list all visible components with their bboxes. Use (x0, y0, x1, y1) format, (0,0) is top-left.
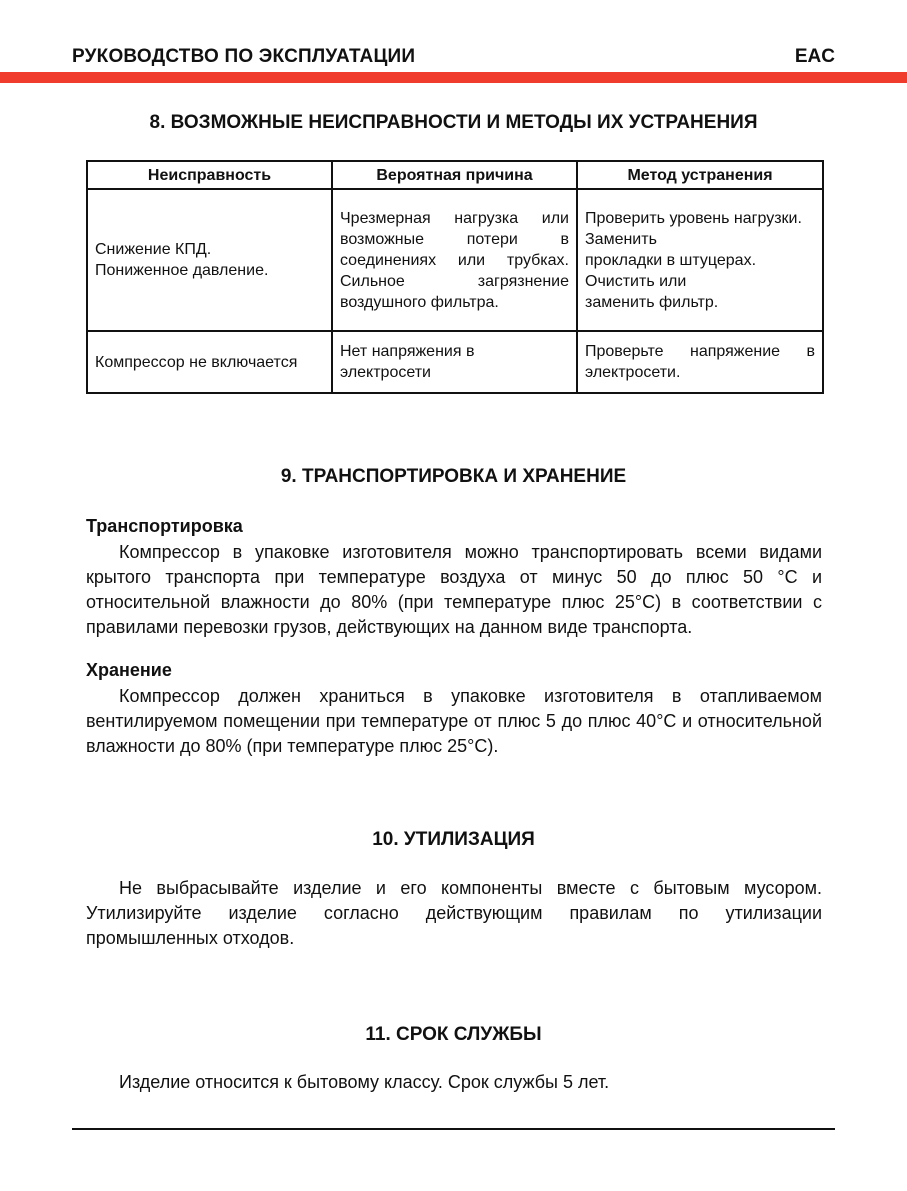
eac-mark: EAC (794, 46, 835, 67)
fix-cell: Проверьте напряжение в электросети. (577, 331, 823, 393)
storage-heading: Хранение (86, 660, 172, 680)
section-8-title: 8. ВОЗМОЖНЫЕ НЕИСПРАВНОСТИ И МЕТОДЫ ИХ УСТРАНЕНИЯ (149, 112, 758, 133)
table-row (87, 189, 823, 331)
transport-heading: Транспортировка (86, 516, 243, 536)
column-header-cause: Вероятная причина (332, 161, 577, 189)
section-9-title: 9. ТРАНСПОРТИРОВКА И ХРАНЕНИЕ (280, 466, 627, 487)
page-header (72, 46, 835, 70)
header-accent-bar (0, 72, 907, 83)
cause-cell: Чрезмерная нагрузка или возможные потери в соединениях или трубках. Сильное загрязнение воздушного фильтра. (332, 189, 577, 331)
service-life-text: Изделие относится к бытовому классу. Срок службы 5 лет. (119, 1072, 610, 1092)
faults-table (86, 160, 824, 394)
column-header-fault: Неисправность (87, 161, 332, 189)
fault-cell: Компрессор не включается (87, 331, 332, 393)
cause-cell: Нет напряжения в электросети (332, 331, 577, 393)
section-10-title: 10. УТИЛИЗАЦИЯ (372, 829, 535, 850)
footer-divider (72, 1128, 835, 1130)
fix-cell: Проверить уровень нагрузки. Заменить прокладки в штуцерах. Очистить или заменить фильтр. (577, 189, 823, 331)
table-row (87, 331, 823, 393)
column-header-fix: Метод устранения (577, 161, 823, 189)
table-header-row (87, 161, 823, 189)
storage-paragraph: Компрессор должен храниться в упаковке изготовителя в отапливаемом вентилируемом помещении при температуре от плюс 5 до плюс 40°С и относительной влажности до 80% (при температуре плюс 25°С). (86, 686, 822, 756)
section-11-title: 11. СРОК СЛУЖБЫ (365, 1024, 542, 1045)
disposal-paragraph: Не выбрасывайте изделие и его компоненты вместе с бытовым мусором. Утилизируйте изделие согласно действующим правилам по утилизации промышленных отходов. (86, 878, 822, 948)
transport-paragraph: Компрессор в упаковке изготовителя можно транспортировать всеми видами крытого транспорта при температуре воздуха от минус 50 до плюс 50 °С и относительной влажности до 80% (при температуре плюс 25°С) в соответствии с правилами перевозки грузов, действующих на данном виде транспорта. (86, 542, 822, 637)
document-title: РУКОВОДСТВО ПО ЭКСПЛУАТАЦИИ (72, 46, 416, 67)
fault-cell: Снижение КПД. Пониженное давление. (87, 189, 332, 331)
